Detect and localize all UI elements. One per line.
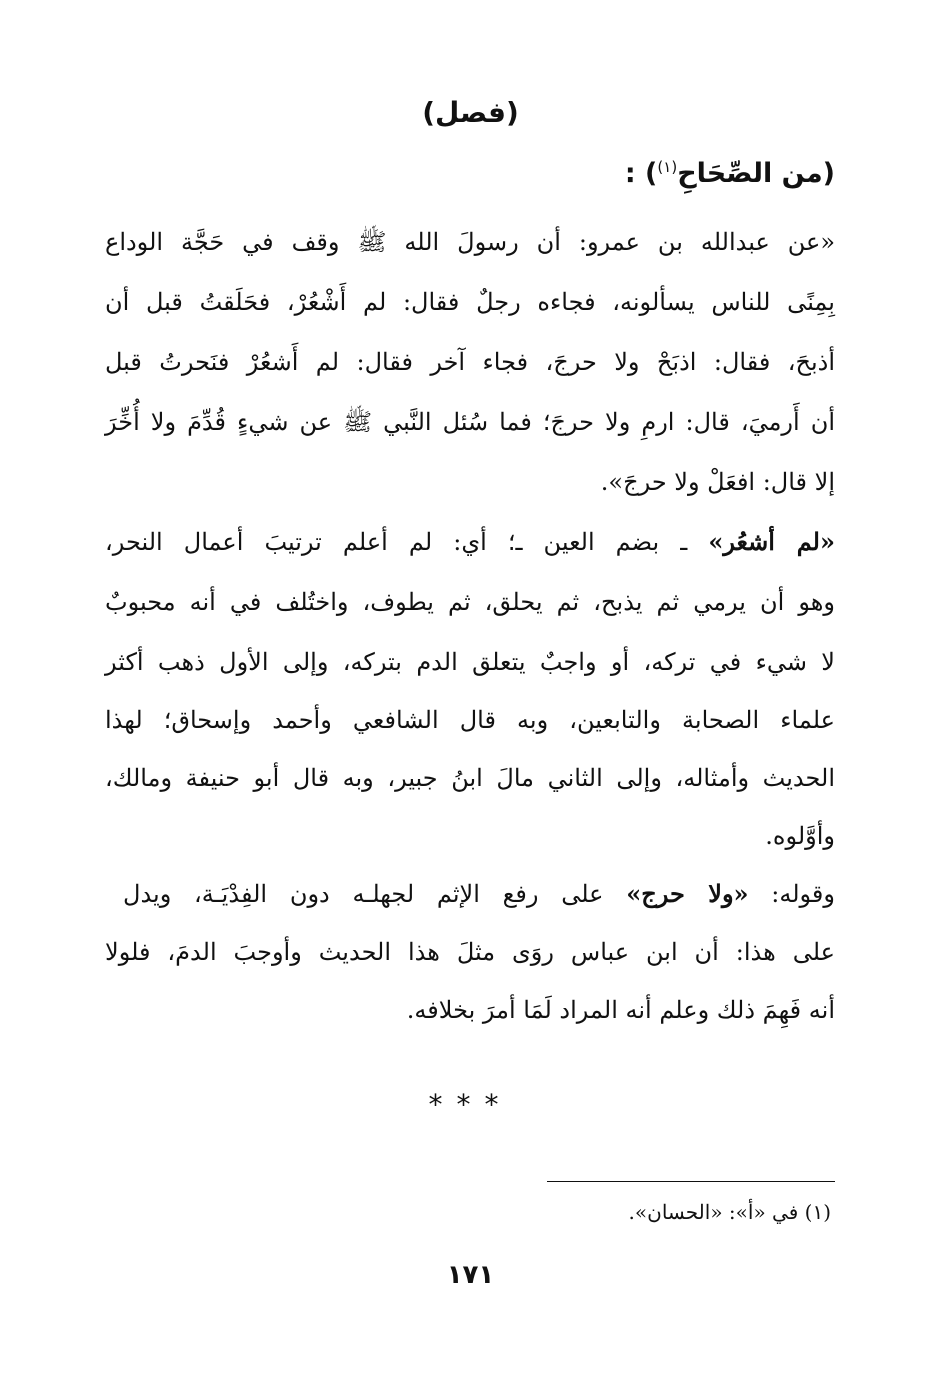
quoted-term: «ولا حرج»: [626, 879, 749, 908]
commentary-line: أنه فَهِمَ ذلك وعلم أنه المراد لَمَا أمرَ بخلافه.: [406, 996, 835, 1024]
hadith-line: أذبحَ، فقال: اذبَحْ ولا حرجَ، فجاء آخر فقال: لم أَشعُرْ فنَحرتُ قبل: [105, 348, 835, 376]
commentary-line: الحديث وأمثاله، وإلى الثاني مالَ ابنُ جبير، وبه قال أبو حنيفة ومالك،: [105, 764, 835, 792]
section-label: [625, 158, 835, 189]
page-number: ١٧١: [446, 1260, 495, 1290]
commentary-line: [123, 874, 835, 914]
chapter-heading: (فصل): [422, 96, 519, 129]
footnote-marker[interactable]: (١): [657, 158, 678, 176]
commentary-line: لا شيء في تركه، أو واجبٌ يتعلق الدم بتركه، وإلى الأول ذهب أكثر: [105, 648, 835, 676]
hadith-line: بِمِنًى للناس يسألونه، فجاءه رجلٌ فقال: لم أَشْعُرْ، فحَلَقتُ قبل أن: [105, 288, 835, 316]
section-label-text: (من الصِّحَاحِ: [677, 158, 835, 189]
quoted-term: «لم أشعُر»: [708, 527, 835, 556]
commentary-line: وهو أن يرمي ثم يذبح، ثم يحلق، ثم يطوف، واختُلف في أنه محبوبٌ: [105, 588, 835, 616]
commentary-text: وقوله:: [748, 880, 835, 908]
footnote: (١) في «أ»: «الحسان».: [628, 1200, 831, 1224]
footnote-divider: [547, 1181, 835, 1182]
hadith-line: «عن عبدالله بن عمرو: أن رسولَ الله ﷺ وقف في حَجَّة الوداع: [105, 228, 836, 256]
commentary-text: على رفع الإثم لجهلـه دون الفِدْيَـة، ويدل: [123, 880, 627, 908]
commentary-line: وأوَّلوه.: [765, 822, 835, 850]
section-label-suffix: ) :: [624, 158, 658, 189]
hadith-line: إلا قال: افعَلْ ولا حرجَ».: [600, 468, 835, 496]
commentary-line: علماء الصحابة والتابعين، وبه قال الشافعي وأحمد وإسحاق؛ لهذا: [105, 706, 835, 734]
commentary-line: [105, 522, 835, 562]
hadith-line: أن أَرميَ، قال: ارمِ ولا حرجَ؛ فما سُئل النَّبي ﷺ عن شيءٍ قُدِّمَ ولا أُخِّرَ: [105, 408, 835, 436]
commentary-line: على هذا: أن ابن عباس روَى مثلَ هذا الحديث وأوجبَ الدمَ، فلولا: [105, 938, 835, 966]
section-separator: ***: [428, 1088, 513, 1121]
commentary-text: ـ بضم العين ـ؛ أي: لم أعلم ترتيبَ أعمال النحر،: [105, 528, 709, 556]
